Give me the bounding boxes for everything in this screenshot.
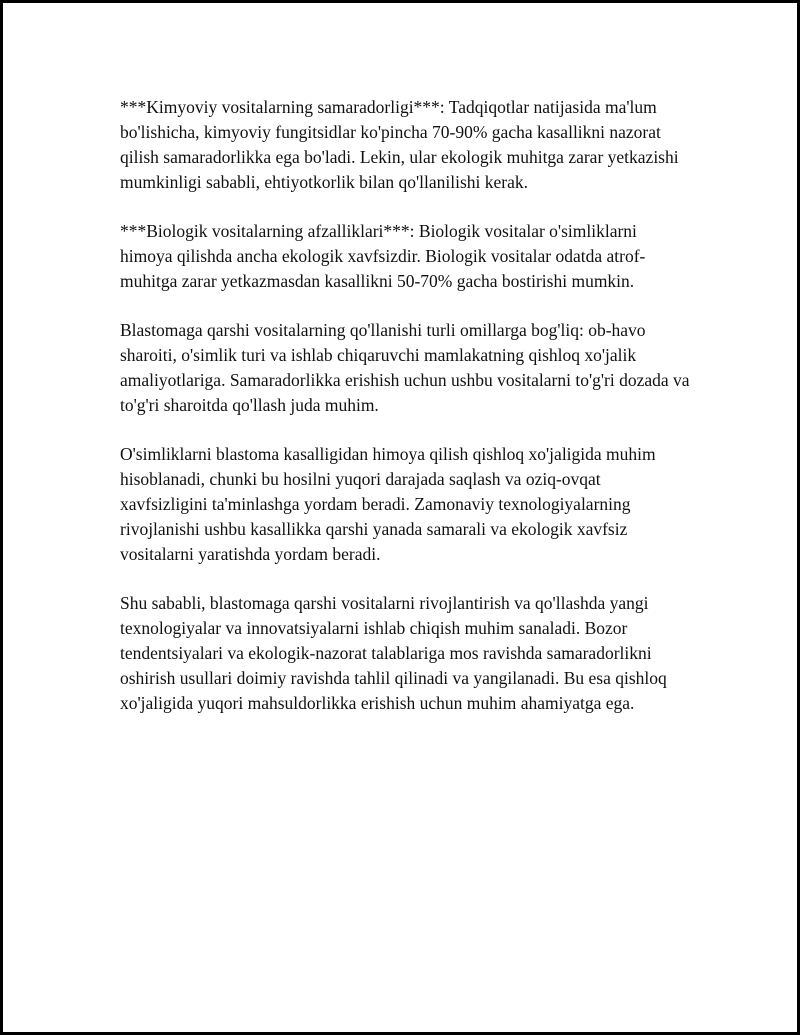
paragraph-conclusion: Shu sababli, blastomaga qarshi vositalarni rivojlantirish va qo'llashda yangi texnologiyalar va innovatsiyalarni ishlab chiqish muhim sanaladi. Bozor tendentsiyalari va ekologik-nazorat talablariga mos ravishda samaradorlikni oshirish usullari doimiy ravishda tahlil qilinadi va yangilanadi. Bu esa qishloq xo'jaligida yuqori mahsuldorlikka erishish uchun muhim ahamiyatga ega. bbox=[120, 593, 667, 713]
paragraph-plant-protection: O'simliklarni blastoma kasalligidan himoya qilish qishloq xo'jaligida muhim hisoblanadi, chunki bu hosilni yuqori darajada saqlash va oziq-ovqat xavfsizligini ta'minlashga yordam beradi. Zamonaviy texnologiyalarning rivojlanishi ushbu kasallikka qarshi yanada samarali va ekologik xavfsiz vositalarni yaratishda yordam beradi. bbox=[120, 444, 656, 564]
document-body bbox=[120, 95, 690, 740]
paragraph-application-factors: Blastomaga qarshi vositalarning qo'llanishi turli omillarga bog'liq: ob-havo sharoiti, o'simlik turi va ishlab chiqaruvchi mamlakatning qishloq xo'jalik amaliyotlariga. Samaradorlikka erishish uchun ushbu vositalarni to'g'ri dozada va to'g'ri sharoitda qo'llash juda muhim. bbox=[120, 320, 690, 415]
paragraph-biological-agents: ***Biologik vositalarning afzalliklari***: Biologik vositalar o'simliklarni himoya qilishda ancha ekologik xavfsizdir. Biologik vositalar odatda atrof-muhitga zarar yetkazmasdan kasallikni 50-70% gacha bostirishi mumkin. bbox=[120, 221, 646, 291]
paragraph-chemical-agents: ***Kimyoviy vositalarning samaradorligi***: Tadqiqotlar natijasida ma'lum bo'lishicha, kimyoviy fungitsidlar ko'pincha 70-90% gacha kasallikni nazorat qilish samaradorlikka ega bo'ladi. Lekin, ular ekologik muhitga zarar yetkazishi mumkinligi sababli, ehtiyotkorlik bilan qo'llanilishi kerak. bbox=[120, 97, 679, 192]
